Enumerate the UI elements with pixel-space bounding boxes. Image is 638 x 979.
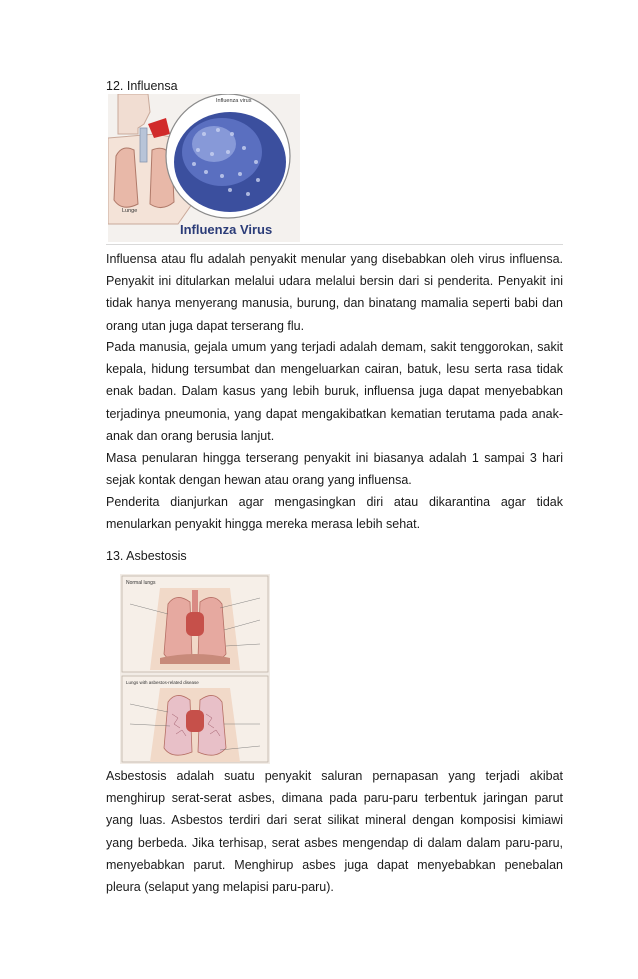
paragraph-influensa-advice: Penderita dianjurkan agar mengasingkan diri atau dikarantina agar tidak menularkan penyakit hingga mereka merasa lebih sehat. bbox=[106, 495, 563, 532]
section-heading-asbestosis: 13. Asbestosis bbox=[106, 549, 187, 563]
figure-caption-influenza-virus: Influenza Virus bbox=[180, 222, 273, 237]
influenza-virus-figure bbox=[108, 94, 300, 242]
label-normal-lungs: Normal lungs bbox=[126, 580, 156, 586]
paragraph-influensa-symptoms: Pada manusia, gejala umum yang terjadi adalah demam, sakit tenggorokan, sakit kepala, hidung tersumbat dan mengeluarkan cairan, batuk, lesu serta rasa tidak enak badan. Dalam kasus yang lebih buruk, influensa juga dapat menyebabkan terjadinya pneumonia, yang dapat mengakibatkan kematian terutama pada anak-anak dan orang berusia lanjut. bbox=[106, 340, 563, 443]
label-influenza-virus: Influenza virus bbox=[216, 98, 252, 104]
paragraph-influensa-transmission: Masa penularan hingga terserang penyakit ini biasanya adalah 1 sampai 3 hari sejak kontak dengan hewan atau orang yang influensa. bbox=[106, 451, 563, 488]
separator-line bbox=[106, 244, 563, 245]
section-heading-influensa: 12. Influensa bbox=[106, 79, 178, 93]
label-lungs-asbestos: Lungs with asbestos-related disease bbox=[126, 680, 199, 685]
label-lunge: Lunge bbox=[122, 208, 138, 214]
asbestosis-lungs-figure bbox=[120, 574, 270, 764]
paragraph-asbestosis-definition: Asbestosis adalah suatu penyakit saluran pernapasan yang terjadi akibat menghirup serat-serat asbes, dimana pada paru-paru terbentuk jaringan parut yang luas. Asbestos terdiri dari serat silikat mineral dengan komposisi kimiawi yang berbeda. Jika terhisap, serat asbes mengendap di dalam dalam paru-paru, menyebabkan parut. Menghirup asbes juga dapat menyebabkan penebalan pleura (selaput yang melapisi paru-paru). bbox=[106, 769, 563, 895]
paragraph-influensa-definition: Influensa atau flu adalah penyakit menular yang disebabkan oleh virus influensa. Penyakit ini ditularkan melalui udara melalui bersin dari si penderita. Penyakit ini tidak hanya menyerang manusia, burung, dan binatang mamalia seperti babi dan orang utan juga dapat terserang flu. bbox=[106, 252, 563, 333]
